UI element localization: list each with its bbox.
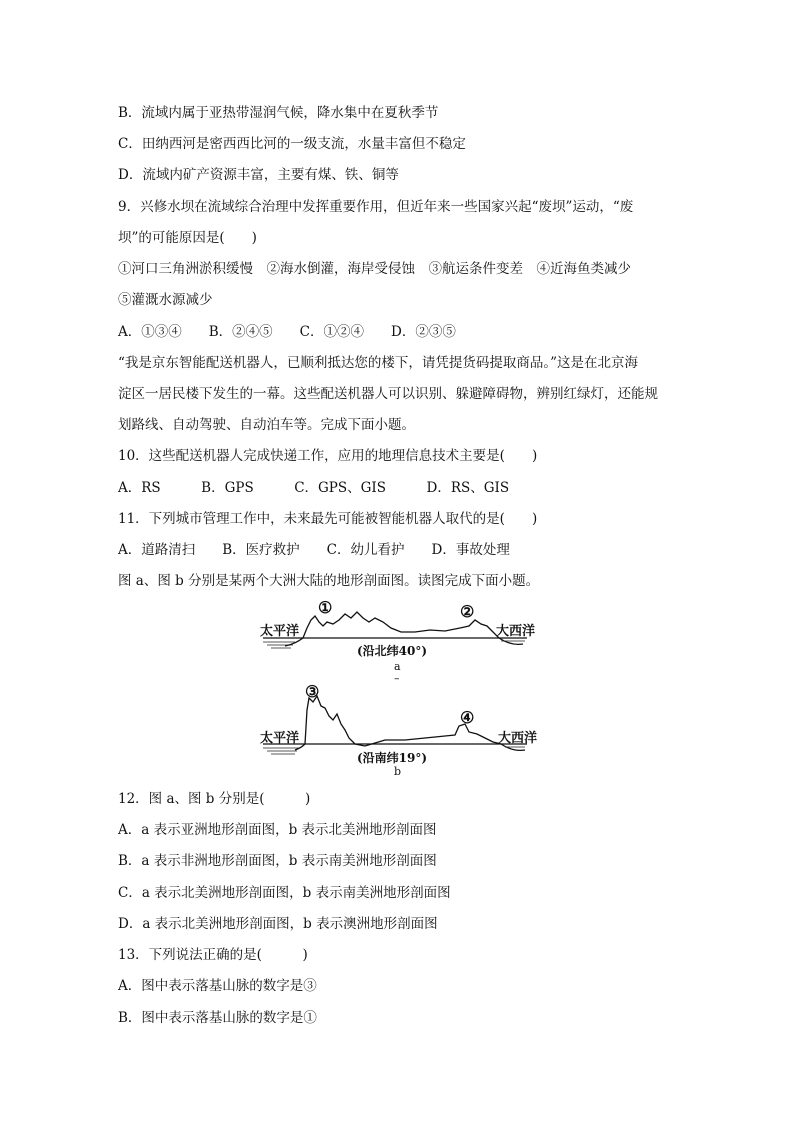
dash-a: – (394, 672, 400, 685)
terrain-profile-b (295, 696, 525, 750)
option-d-q8: D．流域内矿产资源丰富，主要有煤、铁、铜等 (118, 167, 399, 183)
terrain-profile-a (285, 612, 523, 646)
option-b-q8: B．流域内属于亚热带湿润气候，降水集中在夏秋季节 (118, 105, 439, 121)
label-atlantic-b: 大西洋 (498, 731, 538, 746)
label-pacific-b: 太平洋 (260, 731, 300, 746)
label-pacific-a: 太平洋 (260, 624, 300, 639)
question-11-options: A．道路清扫 B．医疗救护 C．幼儿看护 D．事故处理 (118, 542, 510, 558)
marker-2: ② (460, 602, 475, 621)
question-9-options: A．①③④ B．②④⑤ C．①②④ D．②③⑤ (118, 324, 456, 340)
marker-3: ③ (305, 682, 320, 701)
option-c-q8: C．田纳西河是密西西比河的一级支流，水量丰富但不稳定 (118, 136, 466, 152)
question-10-stem: 10．这些配送机器人完成快递工作，应用的地理信息技术主要是( ) (118, 448, 538, 464)
question-9-items: ①河口三角洲淤积缓慢 ②海水倒灌，海岸受侵蚀 ③航运条件变差 ④近海鱼类减少 (118, 261, 631, 277)
question-12-option-b: B．a 表示非洲地形剖面图，b 表示南美洲地形剖面图 (118, 853, 437, 869)
marker-4: ④ (460, 708, 475, 727)
sub-a: a (394, 660, 401, 673)
passage-robot-cont2: 划路线、自动驾驶、自动泊车等。完成下面小题。 (118, 417, 415, 433)
question-9-items-cont: ⑤灌溉水源减少 (118, 292, 213, 308)
sub-b: b (394, 765, 402, 778)
marker-1: ① (318, 598, 333, 617)
label-atlantic-a: 大西洋 (496, 624, 536, 639)
passage-robot-cont1: 淀区一居民楼下发生的一幕。这些配送机器人可以识别、躲避障碍物，辨别红绿灯，还能规 (118, 386, 658, 402)
profile-figure-b (255, 680, 545, 780)
question-12-option-d: D．a 表示北美洲地形剖面图，b 表示澳洲地形剖面图 (118, 916, 438, 932)
question-12-option-a: A．a 表示亚洲地形剖面图，b 表示北美洲地形剖面图 (118, 822, 437, 838)
question-13-option-b: B．图中表示落基山脉的数字是① (118, 1010, 317, 1026)
caption-b: (沿南纬19°) (357, 751, 428, 765)
question-9-stem: 9．兴修水坝在流域综合治理中发挥重要作用，但近年来一些国家兴起“废坝”运动，“废 (118, 199, 634, 215)
profile-figure-a (255, 600, 545, 685)
question-11-stem: 11．下列城市管理工作中，未来最先可能被智能机器人取代的是( ) (118, 511, 538, 527)
question-9-stem-cont: 坝”的可能原因是( ) (118, 230, 257, 246)
passage-robot: “我是京东智能配送机器人，已顺利抵达您的楼下，请凭提货码提取商品。”这是在北京海 (118, 355, 639, 371)
question-13-option-a: A．图中表示落基山脉的数字是③ (118, 978, 317, 994)
sea-hatch-left-b (263, 748, 299, 754)
figure-intro: 图 a、图 b 分别是某两个大洲大陆的地形剖面图。读图完成下面小题。 (118, 573, 540, 589)
question-13-stem: 13．下列说法正确的是( ) (118, 947, 308, 963)
caption-a: (沿北纬40°) (357, 644, 428, 658)
question-10-options: A．RS B．GPS C．GPS、GIS D．RS、GIS (118, 480, 510, 496)
question-12-option-c: C．a 表示北美洲地形剖面图，b 表示南美洲地形剖面图 (118, 885, 451, 901)
question-12-stem: 12．图 a、图 b 分别是( ) (118, 791, 311, 807)
